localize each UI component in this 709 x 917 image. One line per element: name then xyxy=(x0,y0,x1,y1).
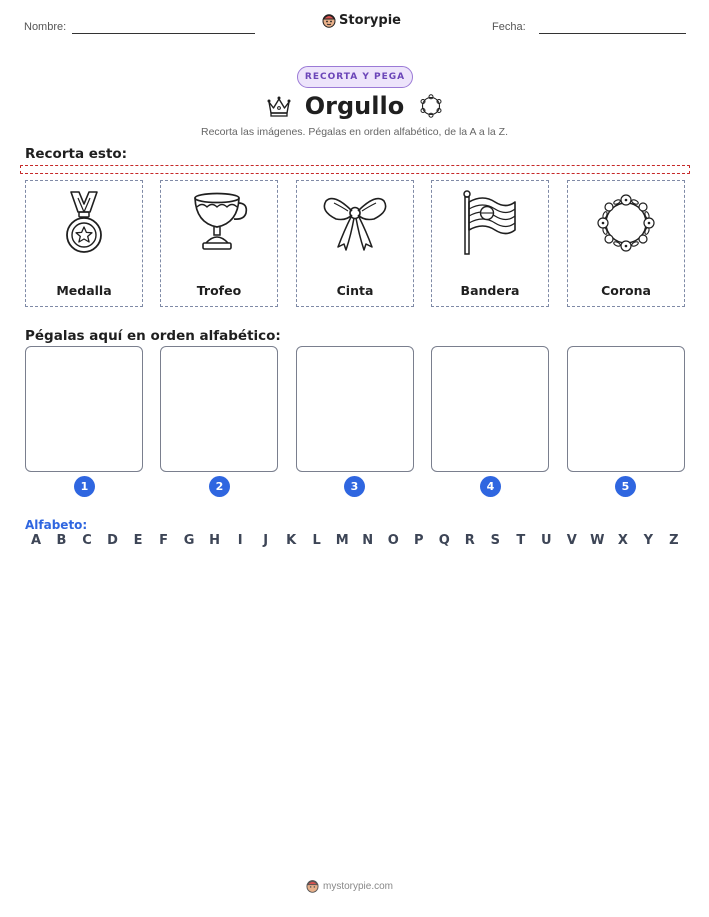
alphabet-letter: K xyxy=(286,533,297,548)
paste-number-1: 1 xyxy=(74,476,95,497)
cut-card-ribbon[interactable] xyxy=(296,180,414,307)
brand-name: Storypie xyxy=(339,13,401,28)
alphabet-letter: H xyxy=(209,533,221,548)
cut-card-flag[interactable] xyxy=(431,180,549,307)
paste-box-3[interactable] xyxy=(296,346,414,472)
wreath-icon xyxy=(594,191,658,255)
alphabet-title: Alfabeto: xyxy=(25,518,88,532)
card-label: Cinta xyxy=(336,283,374,298)
cut-card-wreath[interactable] xyxy=(567,180,685,307)
cut-card-trophy[interactable] xyxy=(160,180,278,307)
name-label: Nombre: xyxy=(24,21,67,33)
card-label: Corona xyxy=(601,283,651,298)
instructions: Recorta las imágenes. Pégalas en orden alfabético, de la A a la Z. xyxy=(200,126,509,138)
storypie-logo-icon xyxy=(306,879,319,893)
alphabet-letter: E xyxy=(133,533,143,548)
footer xyxy=(306,879,393,893)
cut-card-medal[interactable] xyxy=(25,180,143,307)
alphabet-letter: J xyxy=(263,533,269,548)
paste-box-1[interactable] xyxy=(25,346,143,472)
paste-number-5: 5 xyxy=(615,476,636,497)
medal-icon xyxy=(61,190,107,256)
alphabet-letter: O xyxy=(387,533,399,548)
alphabet-letter: V xyxy=(566,533,577,548)
paste-number-4: 4 xyxy=(480,476,501,497)
paste-box-2[interactable] xyxy=(160,346,278,472)
alphabet-letter: T xyxy=(516,533,526,548)
footer-url[interactable]: mystorypie.com xyxy=(323,880,394,892)
paste-section-title: Pégalas aquí en orden alfabético: xyxy=(25,328,281,344)
alphabet-letter: N xyxy=(362,533,374,548)
alphabet-letter: A xyxy=(30,533,42,548)
brand-logo xyxy=(322,13,401,28)
page-title: Orgullo xyxy=(304,92,405,120)
alphabet-letter: W xyxy=(590,533,605,548)
date-label: Fecha: xyxy=(492,21,526,33)
card-label: Medalla xyxy=(56,283,112,298)
paste-box-4[interactable] xyxy=(431,346,549,472)
cut-section-title: Recorta esto: xyxy=(25,146,128,162)
alphabet-letter: S xyxy=(490,533,500,548)
paste-number-3: 3 xyxy=(344,476,365,497)
activity-badge: RECORTA Y PEGA xyxy=(297,66,413,88)
alphabet-letter: L xyxy=(312,533,321,548)
alphabet-letter: R xyxy=(464,533,475,548)
alphabet-letter: Z xyxy=(669,533,679,548)
name-field-line[interactable] xyxy=(72,33,255,34)
cut-line xyxy=(20,165,690,174)
alphabet-row xyxy=(27,533,683,551)
card-label: Bandera xyxy=(460,283,520,298)
wreath-icon xyxy=(418,93,444,119)
ribbon-icon xyxy=(322,193,388,253)
alphabet-letter: I xyxy=(237,533,243,548)
paste-box-5[interactable] xyxy=(567,346,685,472)
card-label: Trofeo xyxy=(196,283,242,298)
alphabet-letter: P xyxy=(413,533,424,548)
alphabet-letter: X xyxy=(617,533,628,548)
alphabet-letter: Y xyxy=(643,533,654,548)
storypie-logo-icon xyxy=(322,13,336,28)
flag-icon xyxy=(461,190,519,256)
trophy-icon xyxy=(188,191,250,255)
alphabet-letter: B xyxy=(56,533,67,548)
alphabet-letter: C xyxy=(82,533,92,548)
paste-number-2: 2 xyxy=(209,476,230,497)
alphabet-letter: M xyxy=(335,533,349,548)
alphabet-letter: F xyxy=(159,533,169,548)
date-field-line[interactable] xyxy=(539,33,686,34)
alphabet-letter: D xyxy=(107,533,118,548)
alphabet-letter: U xyxy=(541,533,552,548)
alphabet-letter: Q xyxy=(438,533,450,548)
alphabet-letter: G xyxy=(183,533,195,548)
